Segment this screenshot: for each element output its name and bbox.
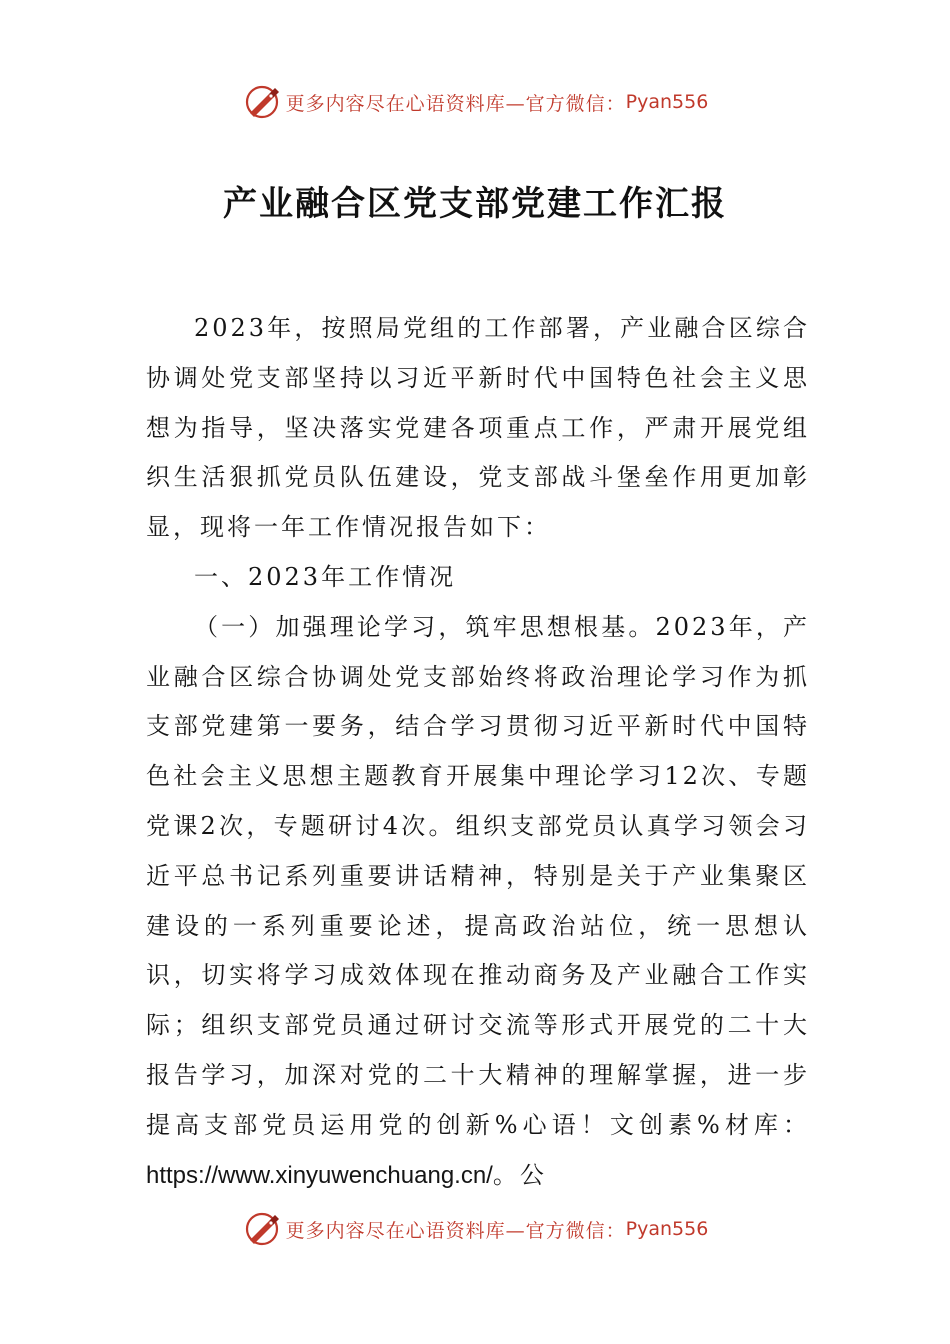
website-link[interactable]: https://www.xinyuwenchuang.cn/ [146, 1161, 493, 1189]
wechat-id: Pyan556 [625, 1218, 709, 1240]
header-watermark-banner [0, 80, 950, 124]
wechat-id: Pyan556 [625, 91, 709, 113]
document-body [146, 304, 810, 1200]
banner-text: 更多内容尽在心语资料库—官方微信： [285, 1219, 626, 1242]
footer-watermark-banner [0, 1207, 950, 1251]
paragraph-text-tail: 。公 [492, 1160, 547, 1189]
paragraph-text: （一）加强理论学习，筑牢思想根基。2023年，产业融合区综合协调处党支部始终将政治理论学习作为抓支部党建第一要务，结合学习贯彻习近平新时代中国特色社会主义思想主题教育开展集中理论学习12次、专题党课2次，专题研讨4次。组织支部党员认真学习领会习近平总书记系列重要讲话精神，特别是关于产业集聚区建设的一系列重要论述，提高政治站位，统一思想认识，切实将学习成效体现在推动商务及产业融合工作实际；组织支部党员通过研讨交流等形式开展党的二十大报告学习，加深对党的二十大精神的理解掌握，进一步提高支部党员运用党的创新%心语！文创素%材库： [146, 612, 810, 1139]
pen-nib-logo-icon [242, 82, 282, 122]
paragraph-intro: 2023年，按照局党组的工作部署，产业融合区综合协调处党支部坚持以习近平新时代中国特色社会主义思想为指导，坚决落实党建各项重点工作，严肃开展党组织生活狠抓党员队伍建设，党支部战斗堡垒作用更加彰显，现将一年工作情况报告如下： [146, 314, 810, 542]
pen-nib-logo-icon [242, 1209, 282, 1249]
banner-text: 更多内容尽在心语资料库—官方微信： [285, 92, 626, 115]
paragraph-theory-study [146, 603, 810, 1201]
section-heading: 一、2023年工作情况 [194, 562, 457, 591]
page-title: 产业融合区党支部党建工作汇报 [223, 184, 727, 224]
